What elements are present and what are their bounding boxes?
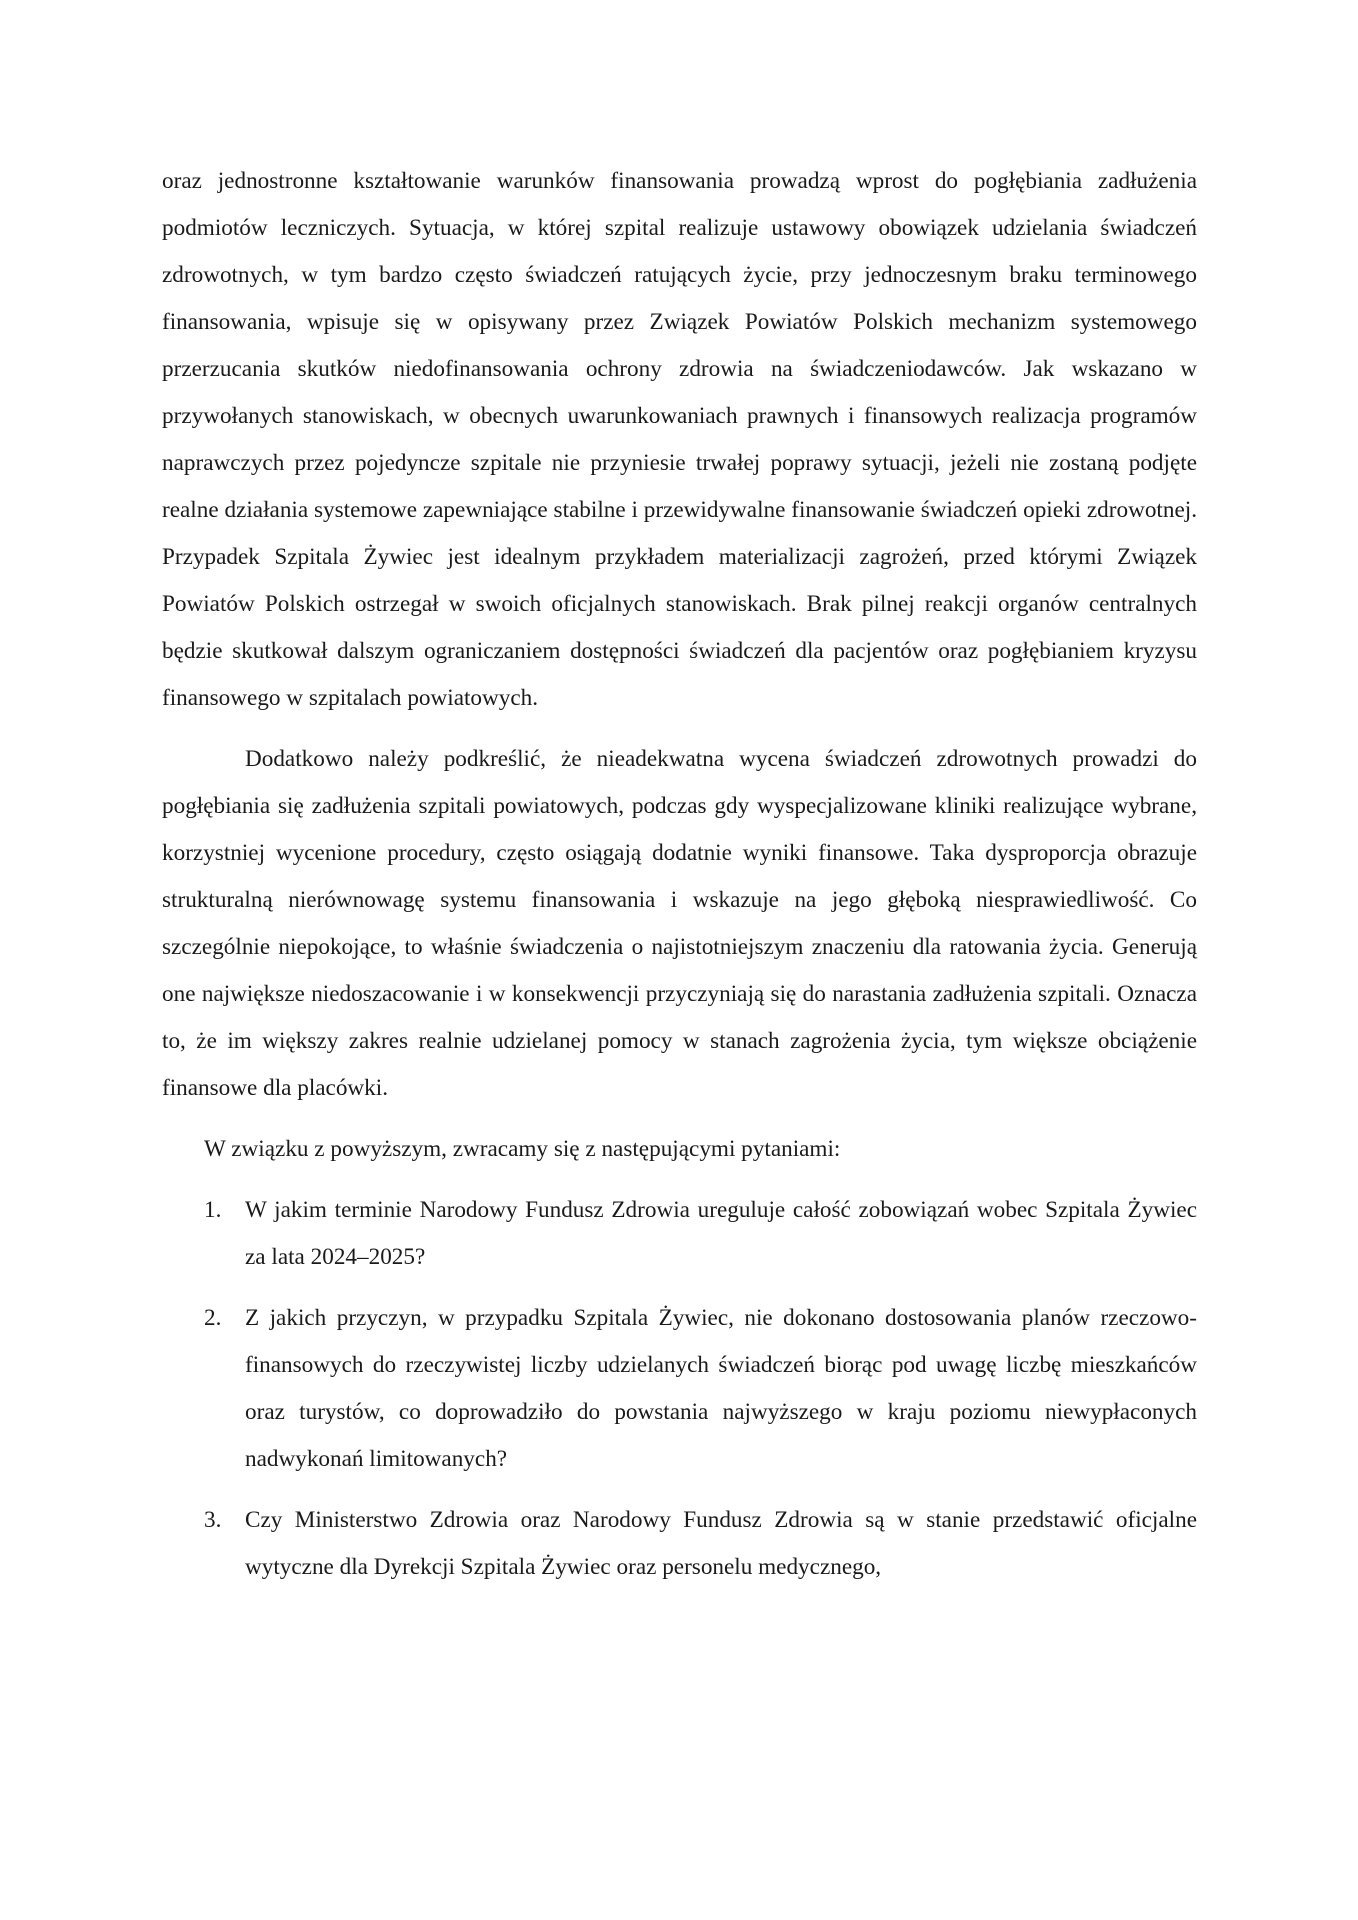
questions-intro: W związku z powyższym, zwracamy się z następującymi pytaniami: [204,1136,841,1162]
question-item [162,1497,1197,1591]
question-item [162,1187,1197,1281]
question-number: 2. [204,1305,222,1331]
document-page [162,158,1197,1605]
paragraph-additionally: Dodatkowo należy podkreślić, że nieadekwatna wycena świadczeń zdrowotnych prowadzi do pogłębiania się zadłużenia szpitali powiatowych, podczas gdy wyspecjalizowane kliniki realizujące wybrane, korzystniej wycenione procedury, często osiągają dodatnie wyniki finansowe. Taka dysproporcja obrazuje strukturalną nierównowagę systemu finansowania i wskazuje na jego głęboką niesprawiedliwość. Co szczególnie niepokojące, to właśnie świadczenia o najistotniejszym znaczeniu dla ratowania życia. Generują one największe niedoszacowanie i w konsekwencji przyczyniają się do narastania zadłużenia szpitali. Oznacza to, że im większy zakres realnie udzielanej pomocy w stanach zagrożenia życia, tym większe obciążenie finansowe dla placówki. [162,746,1197,1101]
question-text: W jakim terminie Narodowy Fundusz Zdrowia ureguluje całość zobowiązań wobec Szpitala Żywiec za lata 2024–2025? [245,1197,1197,1270]
questions-list [162,1187,1197,1591]
question-item [162,1295,1197,1483]
question-number: 3. [204,1507,222,1533]
question-number: 1. [204,1197,222,1223]
question-text: Z jakich przyczyn, w przypadku Szpitala Żywiec, nie dokonano dostosowania planów rzeczowo-finansowych do rzeczywistej liczby udzielanych świadczeń biorąc pod uwagę liczbę mieszkańców oraz turystów, co doprowadziło do powstania najwyższego w kraju poziomu niewypłaconych nadwykonań limitowanych? [245,1305,1197,1472]
paragraph-continuation: oraz jednostronne kształtowanie warunków finansowania prowadzą wprost do pogłębiania zadłużenia podmiotów leczniczych. Sytuacja, w której szpital realizuje ustawowy obowiązek udzielania świadczeń zdrowotnych, w tym bardzo często świadczeń ratujących życie, przy jednoczesnym braku terminowego finansowania, wpisuje się w opisywany przez Związek Powiatów Polskich mechanizm systemowego przerzucania skutków niedofinansowania ochrony zdrowia na świadczeniodawców. Jak wskazano w przywołanych stanowiskach, w obecnych uwarunkowaniach prawnych i finansowych realizacja programów naprawczych przez pojedyncze szpitale nie przyniesie trwałej poprawy sytuacji, jeżeli nie zostaną podjęte realne działania systemowe zapewniające stabilne i przewidywalne finansowanie świadczeń opieki zdrowotnej. Przypadek Szpitala Żywiec jest idealnym przykładem materializacji zagrożeń, przed którymi Związek Powiatów Polskich ostrzegał w swoich oficjalnych stanowiskach. Brak pilnej reakcji organów centralnych będzie skutkował dalszym ograniczaniem dostępności świadczeń dla pacjentów oraz pogłębianiem kryzysu finansowego w szpitalach powiatowych. [162,168,1197,711]
question-text: Czy Ministerstwo Zdrowia oraz Narodowy Fundusz Zdrowia są w stanie przedstawić oficjalne wytyczne dla Dyrekcji Szpitala Żywiec oraz personelu medycznego, [245,1507,1197,1580]
